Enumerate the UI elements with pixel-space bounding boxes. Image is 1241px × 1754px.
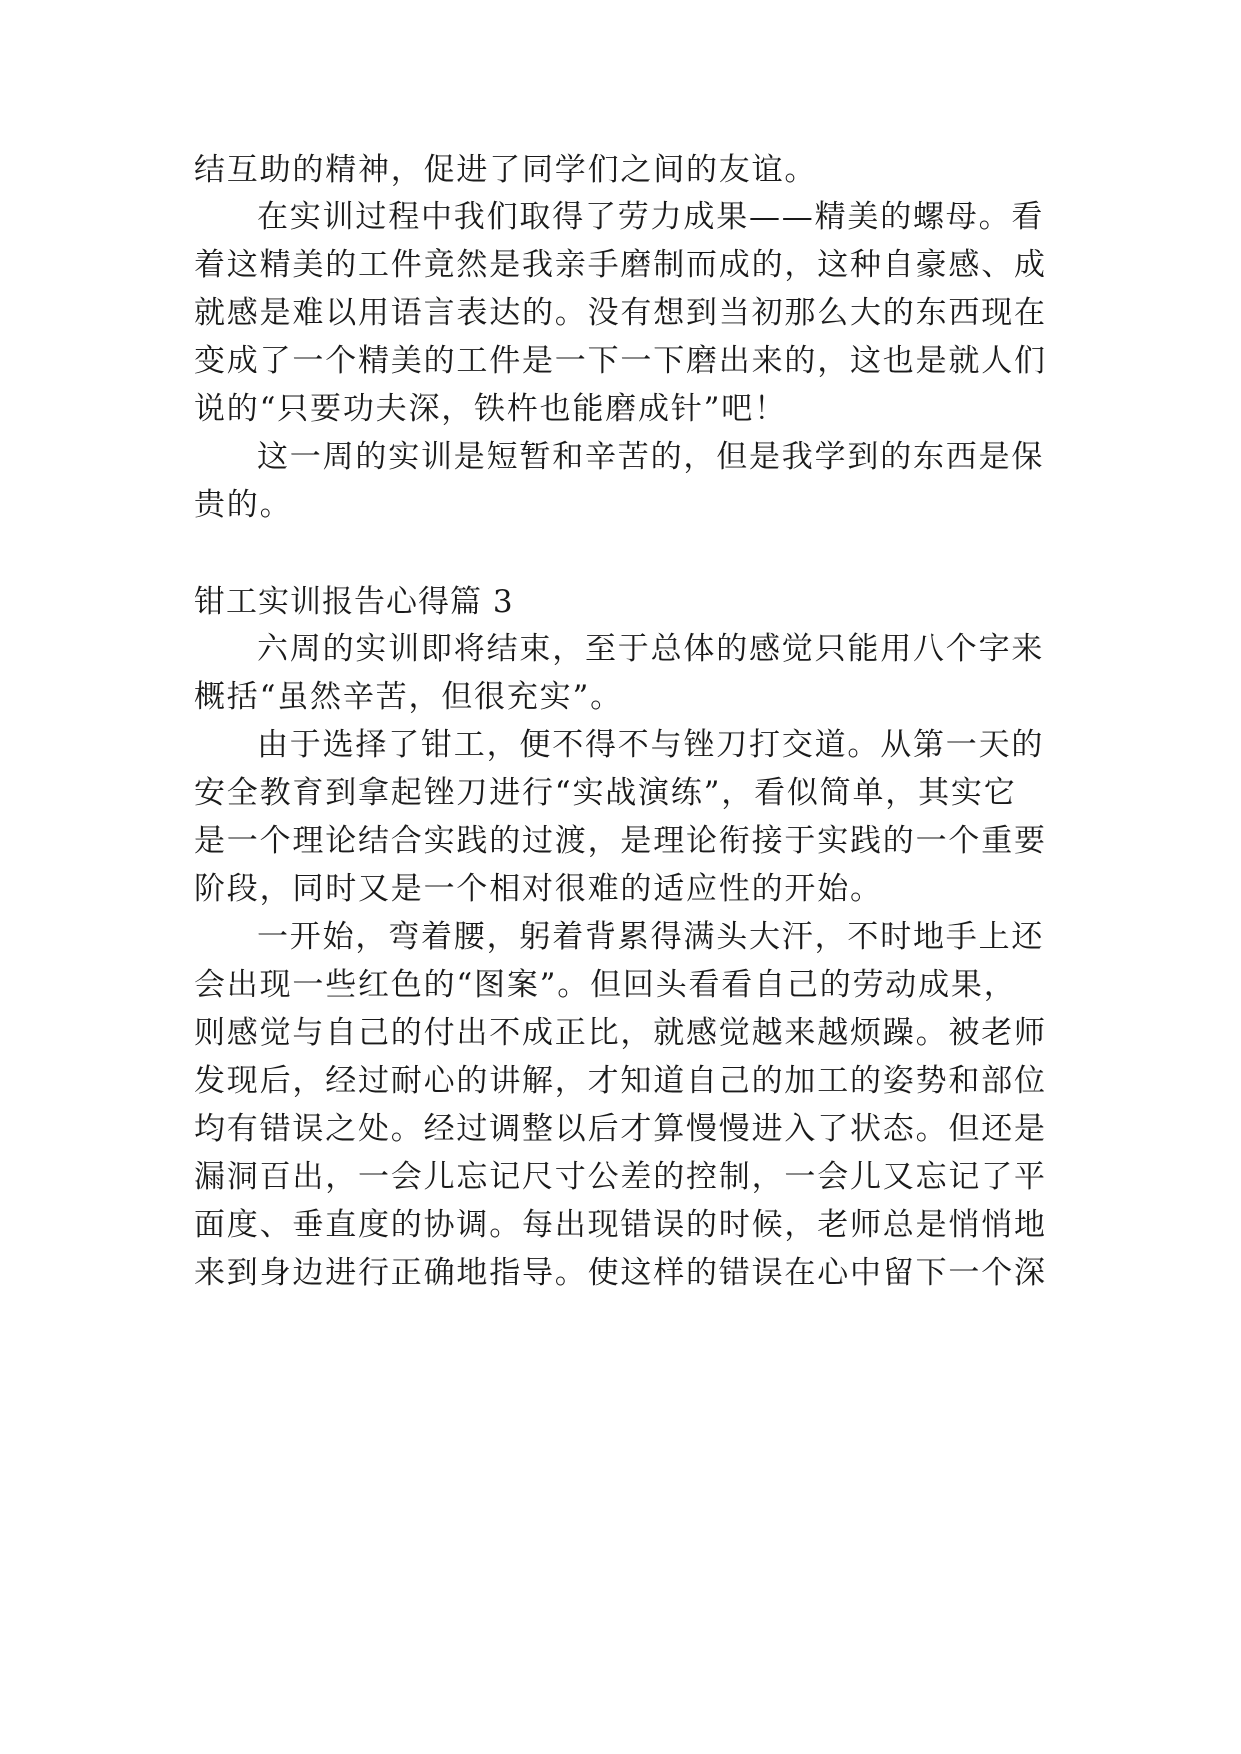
text-line: 说的“只要功夫深，铁杵也能磨成针”吧！ [194, 391, 787, 427]
text-line: 就感是难以用语言表达的。没有想到当初那么大的东西现在 [194, 295, 1047, 331]
paragraph-first-line: 一开始，弯着腰，躬着背累得满头大汗，不时地手上还 [257, 919, 1045, 955]
paragraph-first-line: 这一周的实训是短暂和辛苦的，但是我学到的东西是保 [257, 439, 1045, 475]
text-line: 概括“虽然辛苦，但很充实”。 [194, 679, 623, 715]
text-line: 变成了一个精美的工件是一下一下磨出来的，这也是就人们 [194, 343, 1047, 379]
text-line: 阶段，同时又是一个相对很难的适应性的开始。 [194, 871, 883, 907]
text-line: 会出现一些红色的“图案”。但回头看看自己的劳动成果， [194, 967, 1017, 1003]
text-line: 漏洞百出，一会儿忘记尺寸公差的控制，一会儿又忘记了平 [194, 1159, 1047, 1195]
paragraph-first-line: 六周的实训即将结束，至于总体的感觉只能用八个字来 [257, 631, 1045, 667]
text-line: 来到身边进行正确地指导。使这样的错误在心中留下一个深 [194, 1255, 1047, 1291]
text-line: 发现后，经过耐心的讲解，才知道自己的加工的姿势和部位 [194, 1063, 1047, 1099]
section-heading: 钳工实训报告心得篇 3 [194, 584, 514, 620]
text-line: 结互助的精神，促进了同学们之间的友谊。 [194, 152, 818, 188]
text-line: 面度、垂直度的协调。每出现错误的时候，老师总是悄悄地 [194, 1207, 1047, 1243]
text-line: 安全教育到拿起锉刀进行“实战演练”，看似简单，其实它 [194, 775, 1017, 811]
paragraph-first-line: 在实训过程中我们取得了劳力成果——精美的螺母。看 [257, 199, 1045, 235]
paragraph-first-line: 由于选择了钳工，便不得不与锉刀打交道。从第一天的 [257, 727, 1045, 763]
text-line: 是一个理论结合实践的过渡，是理论衔接于实践的一个重要 [194, 823, 1047, 859]
text-line: 则感觉与自己的付出不成正比，就感觉越来越烦躁。被老师 [194, 1015, 1047, 1051]
text-line: 贵的。 [194, 487, 293, 523]
text-line: 均有错误之处。经过调整以后才算慢慢进入了状态。但还是 [194, 1111, 1047, 1147]
text-line: 着这精美的工件竟然是我亲手磨制而成的，这种自豪感、成 [194, 247, 1047, 283]
